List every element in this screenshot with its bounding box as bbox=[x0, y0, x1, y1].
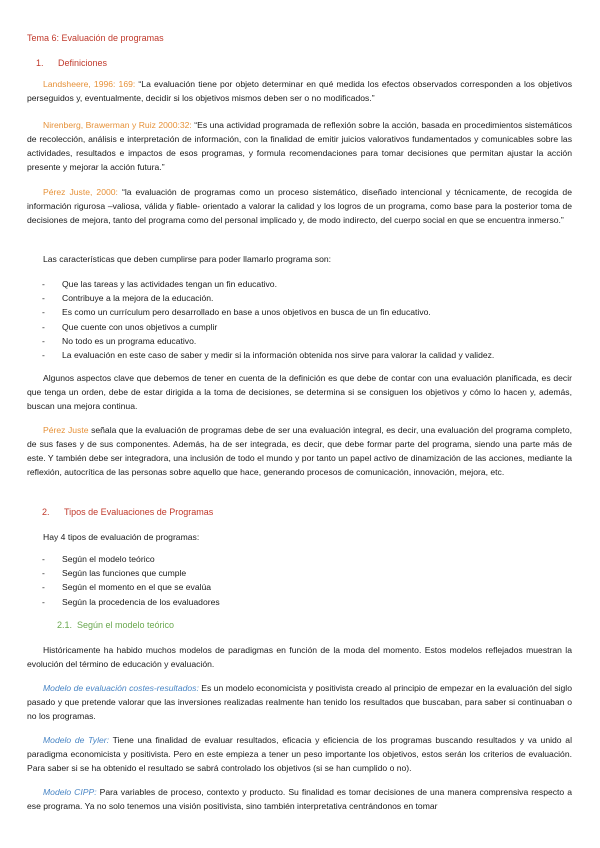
model-tyler bbox=[27, 733, 572, 775]
list-item: - Según el modelo teórico bbox=[42, 552, 220, 566]
perez-juste-paragraph bbox=[27, 423, 572, 479]
model-text: Tiene una finalidad de evaluar resultados, eficacia y eficiencia de los programas buscando resultados y va unido al paradigma economicista y positivista. Pero en este empieza a tener un peso importante los objetivos, estos serán los criterios de evaluación. Para saber si se ha obtenido el resultado se sabrá controlado los objetivos (si se han cumplido o no). bbox=[27, 735, 572, 773]
definition-text: “Es una actividad programada de reflexión sobre la acción, basada en procedimientos sistemáticos de recolección, análisis e interpretación de información, con la finalidad de emitir juicios valorativos fundamentados y comunicables sobre las actividades, resultados e impactos de esos programas, y formula recomendaciones para tomar decisiones que permitan ajustar la acción presente y mejorar la acción futura.” bbox=[27, 120, 572, 172]
subsection-title: Según el modelo teórico bbox=[77, 620, 175, 630]
section-heading-definiciones bbox=[36, 58, 107, 68]
section-title: Definiciones bbox=[58, 58, 108, 68]
list-item: - No todo es un programa educativo. bbox=[42, 334, 494, 348]
subsection-heading-modelo-teorico bbox=[57, 620, 174, 630]
section-title: Tipos de Evaluaciones de Programas bbox=[64, 507, 214, 517]
list-item: - La evaluación en este caso de saber y medir si la información obtenida nos sirve para valorar la calidad y validez. bbox=[42, 348, 494, 362]
definition-nirenberg bbox=[27, 118, 572, 174]
model-cipp bbox=[27, 785, 572, 813]
types-intro: Hay 4 tipos de evaluación de programas: bbox=[43, 532, 200, 542]
author-citation: Pérez Juste bbox=[43, 425, 89, 435]
section-heading-tipos bbox=[42, 507, 213, 517]
model-name: Modelo de evaluación costes-resultados: bbox=[43, 683, 199, 693]
definition-text: “La evaluación tiene por objeto determinar en qué medida los efectos observados corresponden a los objetivos perseguidos y, eventualmente, decidir si los objetivos mismos deben ser o no modificados.” bbox=[27, 79, 572, 103]
section-number: 2. bbox=[42, 507, 50, 517]
list-item: - Contribuye a la mejora de la educación. bbox=[42, 291, 494, 305]
list-item: - Según la procedencia de los evaluadores bbox=[42, 595, 220, 609]
list-item: - Que las tareas y las actividades tengan un fin educativo. bbox=[42, 277, 494, 291]
list-item: - Según el momento en el que se evalúa bbox=[42, 580, 220, 594]
model-text: Para variables de proceso, contexto y producto. Su finalidad es tomar decisiones de una manera comprensiva respecto a ese programa. Ya no solo tenemos una visión positivista, sino también interpretativa centrándonos en tomar bbox=[27, 787, 572, 811]
document-title: Tema 6: Evaluación de programas bbox=[27, 33, 164, 43]
historic-paragraph: Históricamente ha habido muchos modelos de paradigmas en función de la moda del momento. Estos modelos reflejados muestran la evolución del término de educación y evaluación. bbox=[27, 645, 572, 669]
key-aspects-paragraph: Algunos aspectos clave que debemos de tener en cuenta de la definición es que debe de contar con una evaluación planificada, es decir que tenga un orden, debe de estar dirigida a la toma de decisiones, se determina si se consiguen los objetivos y cómo lo hacen y, además, buscan una mejora continua. bbox=[27, 373, 572, 411]
list-item: - Según las funciones que cumple bbox=[42, 566, 220, 580]
model-costes-resultados bbox=[27, 681, 572, 723]
definition-perez-juste bbox=[27, 185, 572, 227]
model-text: Es un modelo economicista y positivista creado al principio de empezar en la evaluación del siglo pasado y que pretende valorar que las inversiones realizadas realmente han tenido los resultados que buscaban, para saber si continuaban o no los programas. bbox=[27, 683, 572, 721]
author-citation: Landsheere, 1996: 169: bbox=[43, 79, 136, 89]
model-name: Modelo CIPP: bbox=[43, 787, 97, 797]
paragraph-text: señala que la evaluación de programas debe de ser una evaluación integral, es decir, una evaluación del programa completo, de sus fases y de sus componentes. Además, ha de ser integrada, es decir, que debe formar parte del programa, siendo una parte más de este. Y también debe ser integradora, una inclusión de todo el mundo y por tanto un papel activo de dinamización de las acciones, mediante la reflexión, autocrítica de las personas sobre aquello que hace, generando procesos de comunicación, innovación, mejora, etc. bbox=[27, 425, 572, 477]
list-item: - Es como un currículum pero desarrollado en base a unos objetivos en busca de un fin educativo. bbox=[42, 305, 494, 319]
definition-landsheere bbox=[27, 77, 572, 105]
list-item: - Que cuente con unos objetivos a cumplir bbox=[42, 320, 494, 334]
characteristics-list bbox=[42, 277, 494, 362]
subsection-number: 2.1. bbox=[57, 620, 73, 630]
model-name: Modelo de Tyler: bbox=[43, 735, 110, 745]
types-list bbox=[42, 552, 220, 609]
author-citation: Pérez Juste, 2000: bbox=[43, 187, 118, 197]
author-citation: Nirenberg, Brawerman y Ruiz 2000:32: bbox=[43, 120, 192, 130]
section-number: 1. bbox=[36, 58, 44, 68]
characteristics-intro: Las características que deben cumplirse para poder llamarlo programa son: bbox=[43, 254, 332, 264]
definition-text: “la evaluación de programas como un proceso sistemático, diseñado intencional y técnicamente, de recogida de información rigurosa –valiosa, válida y fiable- orientado a valorar la calidad y los logros de un programa, como base para la posterior toma de decisiones de mejora, tanto del programa como del personal implicado y, de modo indirecto, del cuerpo social en que se encuentra inmerso.” bbox=[27, 187, 572, 225]
